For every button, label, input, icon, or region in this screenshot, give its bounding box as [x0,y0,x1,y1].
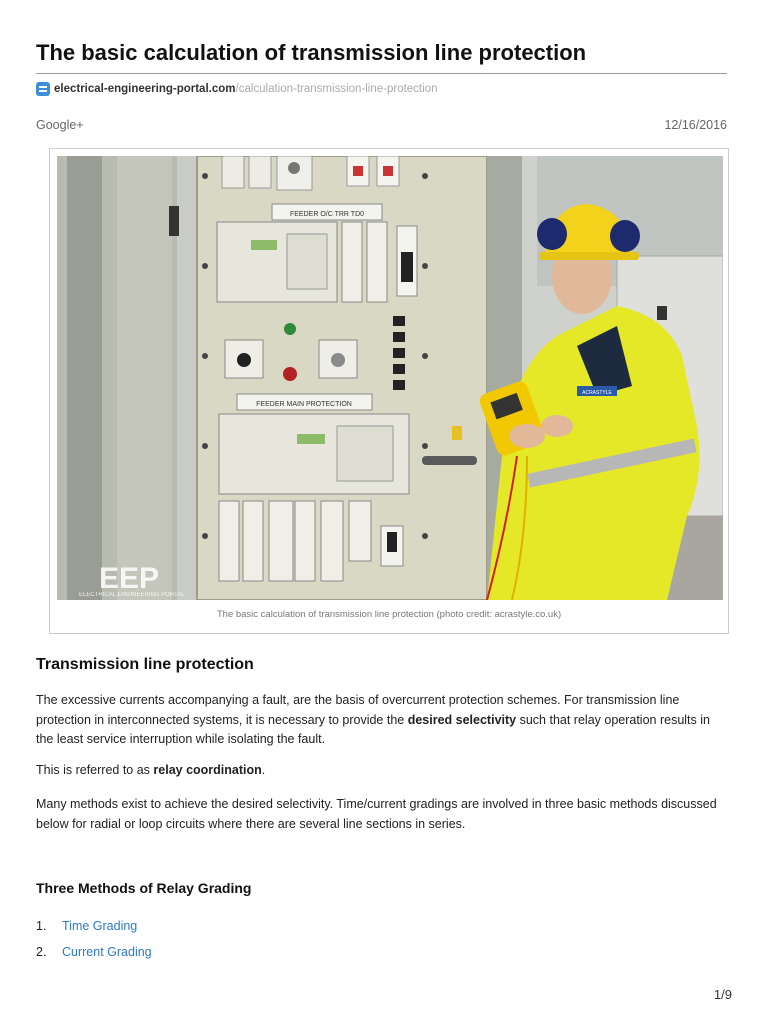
paragraph-2 [36,761,727,781]
article-photo [57,156,723,600]
p1-bold: desired selectivity [407,712,517,727]
eep-logo: EEP [99,562,160,595]
source-path[interactable]: /calculation-transmission-line-protection [235,83,438,95]
page-number: 1/9 [713,987,732,1002]
figure-caption: The basic calculation of transmission line protection (photo credit: acrastyle.co.uk) [216,609,562,620]
source-link[interactable] [36,82,437,96]
paragraph-3: Many methods exist to achieve the desired selectivity. Time/current gradings are involved in three basic methods discussed below for radial or loop circuits where there are several line sections in series. [36,797,717,831]
list-item-number: 2. [36,945,47,959]
publish-date: 12/16/2016 [664,118,727,132]
methods-list [36,915,152,967]
article-figure [49,148,729,634]
p2-bold: relay coordination [153,763,262,777]
time-grading-link[interactable]: Time Grading [62,919,138,933]
source-domain[interactable]: electrical-engineering-portal.com [54,83,236,95]
p1-text-b: such that relay operation results in the least service interruption while isolating the fault. [36,712,710,746]
title-divider [36,73,727,74]
panel-label-1: FEEDER O/C TRR TD0 [289,211,365,218]
panel-label-2: FEEDER MAIN PROTECTION [256,401,352,408]
p1-text-a: The excessive currents accompanying a fault, are the basis of overcurrent protection schemes. For transmission line protection in interconnected systems, it is necessary to provide the [36,693,680,727]
list-item [36,941,152,967]
p2-text-b: . [261,763,266,777]
current-grading-link[interactable]: Current Grading [62,945,152,959]
eep-logo-subtext: ELECTRICAL ENGINEERING PORTAL [79,592,185,598]
section-heading: Transmission line protection [36,656,254,673]
document-icon [36,82,50,96]
paragraph-1 [36,691,727,750]
page-title: The basic calculation of transmission line protection [36,40,587,65]
p2-text-a: This is referred to as [36,763,154,777]
list-item-number: 1. [36,919,47,933]
jacket-badge: ACRASTYLE [582,390,612,396]
list-item [36,915,152,941]
share-label[interactable]: Google+ [36,118,84,132]
methods-heading: Three Methods of Relay Grading [36,880,252,896]
